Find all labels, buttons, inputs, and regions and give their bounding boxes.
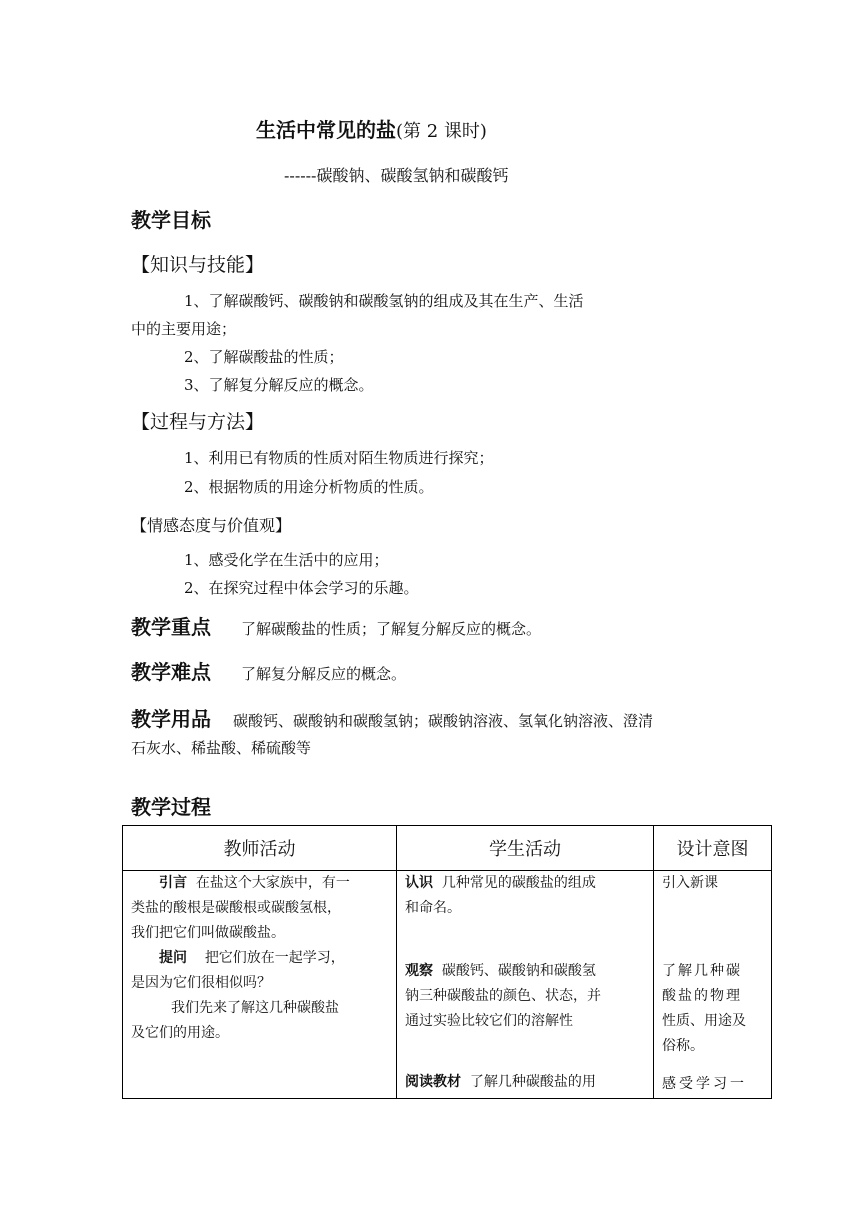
emotion-item-2: 2、在探究过程中体会学习的乐趣。: [184, 579, 419, 597]
difficulty-label: 教学难点: [131, 660, 211, 684]
process-heading: 【过程与方法】: [131, 411, 265, 433]
design-intent-cell: [654, 871, 772, 1099]
intent-1: 引入新课: [662, 875, 718, 891]
emotion-item-1: 1、感受化学在生活中的应用；: [184, 551, 389, 569]
knowledge-item-1: 1、了解碳酸钙、碳酸钠和碳酸氢钠的组成及其在生产、生活: [184, 292, 584, 310]
intent-2-line-2: 酸盐的物理: [662, 988, 742, 1004]
intent-2-line-4: 俗称。: [662, 1038, 704, 1054]
document-subtitle: ------碳酸钠、碳酸氢钠和碳酸钙: [284, 166, 509, 185]
difficulty: [131, 656, 406, 685]
recognize-line-1: 几种常见的碳酸盐的组成: [441, 875, 596, 891]
column-header-intent: 设计意图: [654, 826, 772, 871]
emotion-heading: 【情感态度与价值观】: [131, 516, 292, 535]
intro-line-2: 类盐的酸根是碳酸根或碳酸氢根，: [131, 900, 341, 916]
materials-text-cont: 石灰水、稀盐酸、稀硫酸等: [131, 739, 312, 757]
materials: [131, 703, 653, 732]
observe-label: 观察: [405, 963, 433, 979]
process-item-1: 1、利用已有物质的性质对陌生物质进行探究；: [184, 449, 494, 467]
teacher-activity-cell: [123, 871, 397, 1099]
table-header-row: [123, 826, 772, 871]
difficulty-text: 了解复分解反应的概念。: [241, 665, 407, 683]
question-line-1: 把它们放在一起学习，: [204, 950, 345, 966]
question-label: 提问: [159, 950, 187, 966]
teacher-note-line-1: 我们先来了解这几种碳酸盐: [171, 1000, 339, 1016]
intent-2-line-3: 性质、用途及: [662, 1013, 746, 1029]
column-header-teacher: 教师活动: [123, 826, 397, 871]
knowledge-item-1-cont: 中的主要用途；: [131, 320, 237, 338]
intro-line-3: 我们把它们叫做碳酸盐。: [131, 925, 285, 941]
teacher-note-line-2: 及它们的用途。: [131, 1025, 229, 1041]
recognize-line-2: 和命名。: [405, 900, 461, 916]
title-lesson: (第 2 课时): [396, 121, 487, 142]
observe-line-2: 钠三种碳酸盐的颜色、状态，并: [405, 988, 601, 1004]
objectives-heading: 教学目标: [131, 208, 211, 232]
materials-label: 教学用品: [131, 707, 211, 731]
intent-2-line-1: 了解几种碳: [662, 963, 742, 979]
knowledge-item-3: 3、了解复分解反应的概念。: [184, 376, 374, 394]
materials-text: 碳酸钙、碳酸钠和碳酸氢钠；碳酸钠溶液、氢氧化钠溶液、澄清: [233, 712, 654, 730]
document-title: [256, 114, 487, 143]
column-header-student: 学生活动: [397, 826, 654, 871]
read-textbook-line-1: 了解几种碳酸盐的用: [469, 1074, 596, 1090]
table-row: [123, 871, 772, 1099]
process-item-2: 2、根据物质的用途分析物质的性质。: [184, 478, 434, 496]
key-points-text: 了解碳酸盐的性质；了解复分解反应的概念。: [241, 620, 542, 638]
observe-line-1: 碳酸钙、碳酸钠和碳酸氢: [441, 963, 596, 979]
observe-line-3: 通过实验比较它们的溶解性: [405, 1013, 573, 1029]
knowledge-item-2: 2、了解碳酸盐的性质；: [184, 348, 344, 366]
title-main: 生活中常见的盐: [256, 118, 396, 142]
read-textbook-label: 阅读教材: [405, 1074, 461, 1090]
procedure-table: [122, 825, 772, 1099]
recognize-label: 认识: [405, 875, 433, 891]
intro-label: 引言: [159, 875, 187, 891]
key-points-label: 教学重点: [131, 615, 211, 639]
knowledge-heading: 【知识与技能】: [131, 254, 265, 276]
procedure-heading: 教学过程: [131, 795, 211, 819]
intent-3-line-1: 感受学习一: [662, 1076, 747, 1092]
student-activity-cell: [397, 871, 654, 1099]
key-points: [131, 611, 541, 640]
question-line-2: 是因为它们很相似吗？: [131, 975, 271, 991]
intro-line-1: 在盐这个大家族中，有一: [195, 875, 350, 891]
